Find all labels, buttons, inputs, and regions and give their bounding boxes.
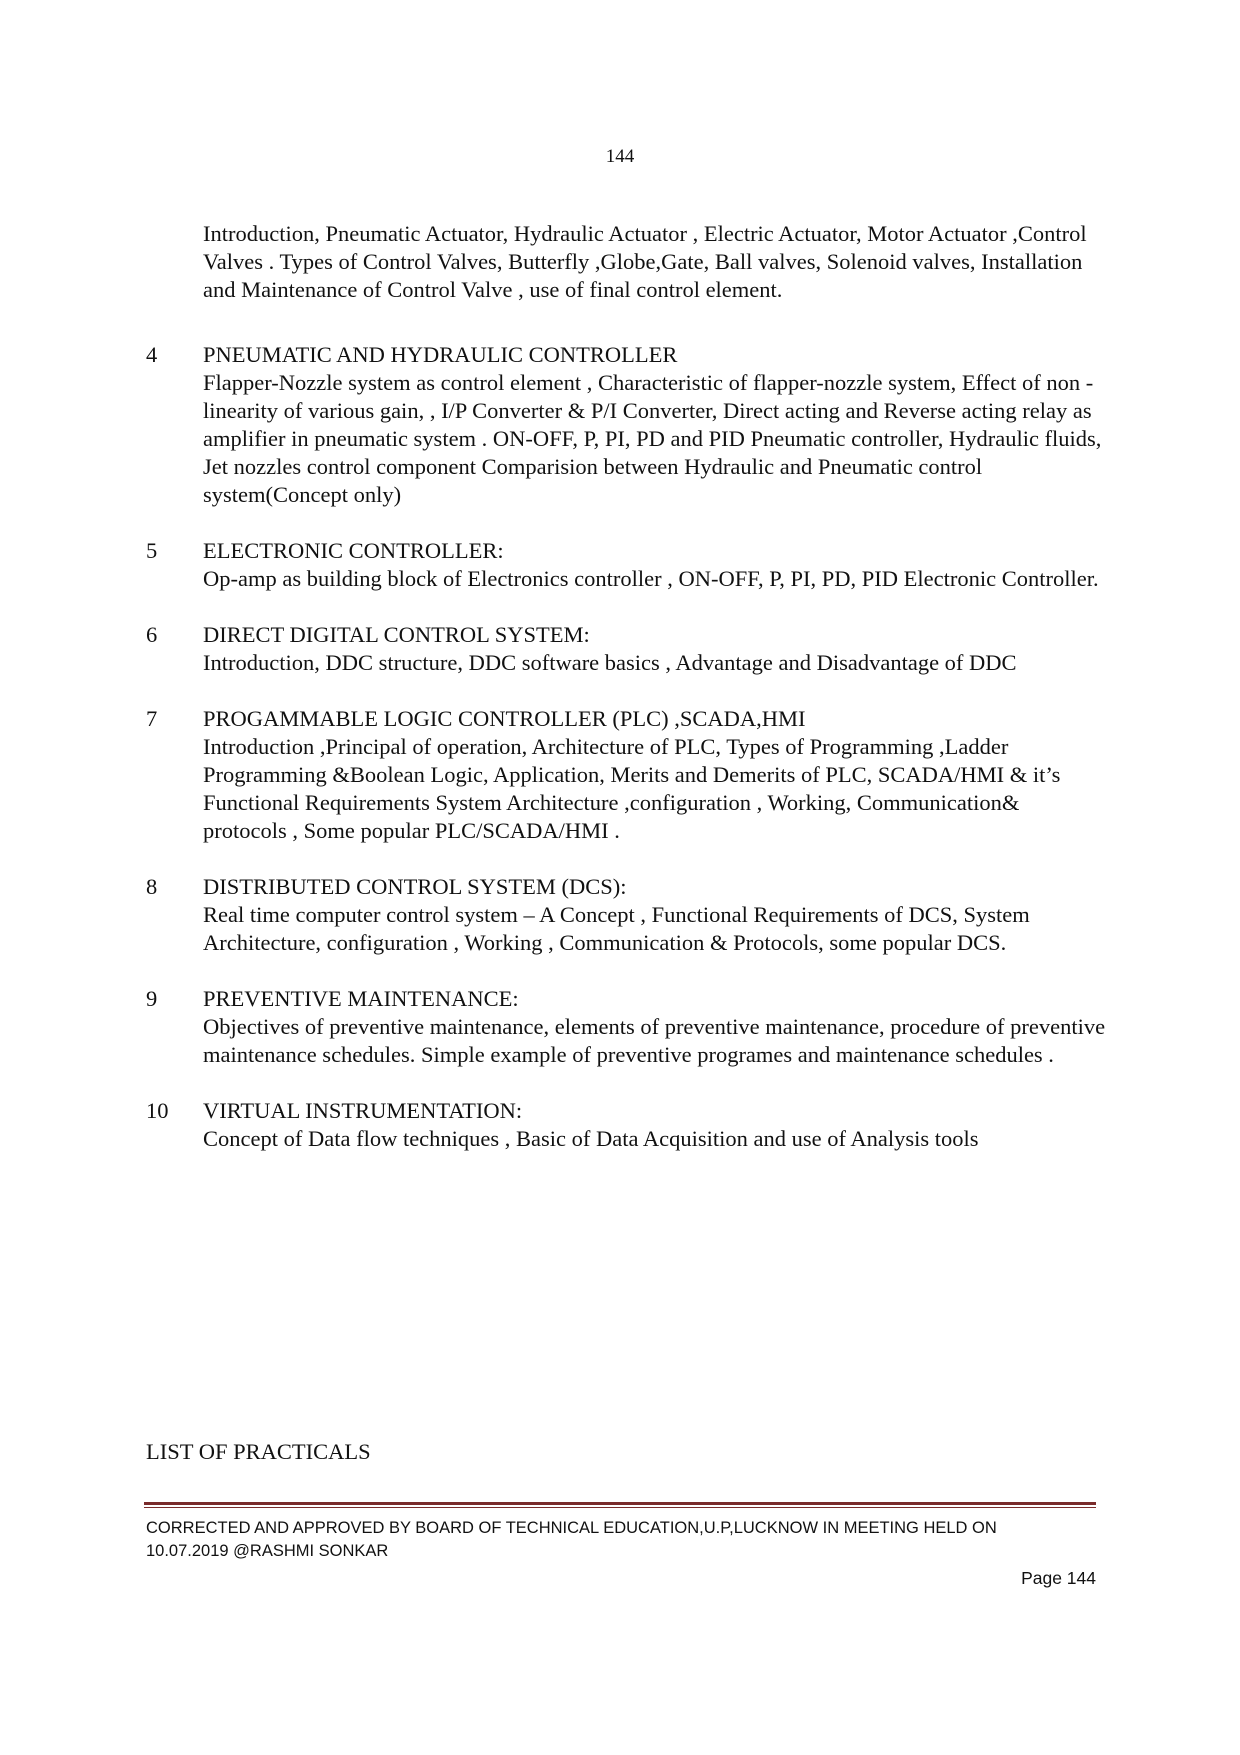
unit-description: Flapper-Nozzle system as control element , Characteristic of flapper-nozzle system, Effect of non -linearity of various gain, , I/P Converter & P/I Converter, Direct acting and Reverse acting relay as amplifier in pneumatic system . ON-OFF, P, PI, PD and PID Pneumatic controller, Hydraulic fluids, Jet nozzles control component Comparision between Hydraulic and Pneumatic control system(Concept only)	[203, 370, 1102, 507]
header-page-number: 144	[605, 146, 635, 167]
unit-4	[146, 341, 1106, 509]
unit-description: Introduction, DDC structure, DDC software basics , Advantage and Disadvantage of DDC	[203, 650, 1017, 675]
footer-approval-note	[146, 1517, 1106, 1563]
unit-number: 6	[146, 622, 158, 647]
unit-title: DIRECT DIGITAL CONTROL SYSTEM:	[203, 622, 590, 647]
unit-number: 5	[146, 538, 158, 563]
unit-description: Op-amp as building block of Electronics controller , ON-OFF, P, PI, PD, PID Electronic Controller.	[203, 566, 1099, 591]
unit-title: PNEUMATIC AND HYDRAULIC CONTROLLER	[203, 342, 678, 367]
unit-8	[146, 873, 1106, 957]
unit-description: Real time computer control system – A Concept , Functional Requirements of DCS, System Architecture, configuration , Working , Communication & Protocols, some popular DCS.	[203, 902, 1030, 955]
unit-body	[203, 985, 1106, 1069]
unit-6	[146, 621, 1106, 677]
unit-title: PREVENTIVE MAINTENANCE:	[203, 986, 519, 1011]
unit-7	[146, 705, 1106, 845]
unit-number: 10	[146, 1098, 169, 1123]
unit-body	[203, 1097, 1106, 1153]
unit-number: 8	[146, 874, 158, 899]
unit-description: Introduction ,Principal of operation, Architecture of PLC, Types of Programming ,Ladder Programming &Boolean Logic, Application, Merits and Demerits of PLC, SCADA/HMI & it’s Functional Requirements System Architecture ,configuration , Working, Communication& protocols , Some popular PLC/SCADA/HMI .	[203, 734, 1061, 843]
unit-10	[146, 1097, 1106, 1153]
unit-description: Concept of Data flow techniques , Basic of Data Acquisition and use of Analysis tools	[203, 1126, 979, 1151]
footer-line-1: CORRECTED AND APPROVED BY BOARD OF TECHNICAL EDUCATION,U.P,LUCKNOW IN MEETING HELD ON	[146, 1519, 997, 1537]
unit-body	[203, 341, 1106, 509]
unit-body	[203, 873, 1106, 957]
unit-title: PROGAMMABLE LOGIC CONTROLLER (PLC) ,SCADA,HMI	[203, 706, 806, 731]
unit-number: 4	[146, 342, 158, 367]
unit-9	[146, 985, 1106, 1069]
practicals-heading: LIST OF PRACTICALS	[146, 1439, 371, 1464]
footer-divider-thin	[144, 1507, 1096, 1508]
syllabus-content	[146, 220, 1106, 1181]
unit-title: DISTRIBUTED CONTROL SYSTEM (DCS):	[203, 874, 627, 899]
footer-line-2: 10.07.2019 @RASHMI SONKAR	[146, 1542, 389, 1560]
unit-title: VIRTUAL INSTRUMENTATION:	[203, 1098, 523, 1123]
unit-5	[146, 537, 1106, 593]
unit-number: 9	[146, 986, 158, 1011]
unit-number: 7	[146, 706, 158, 731]
unit-title: ELECTRONIC CONTROLLER:	[203, 538, 504, 563]
unit-body	[203, 621, 1106, 677]
unit-body	[203, 705, 1106, 845]
footer-divider	[144, 1502, 1096, 1508]
unit-body	[203, 537, 1106, 593]
intro-paragraph: Introduction, Pneumatic Actuator, Hydraulic Actuator , Electric Actuator, Motor Actuator ,Control Valves . Types of Control Valves, Butterfly ,Globe,Gate, Ball valves, Solenoid valves, Installation and Maintenance of Control Valve , use of final control element.	[203, 221, 1087, 302]
unit-description: Objectives of preventive maintenance, elements of preventive maintenance, procedure of preventive maintenance schedules. Simple example of preventive programes and maintenance schedules .	[203, 1014, 1106, 1067]
footer-page-label: Page 144	[1021, 1568, 1096, 1588]
